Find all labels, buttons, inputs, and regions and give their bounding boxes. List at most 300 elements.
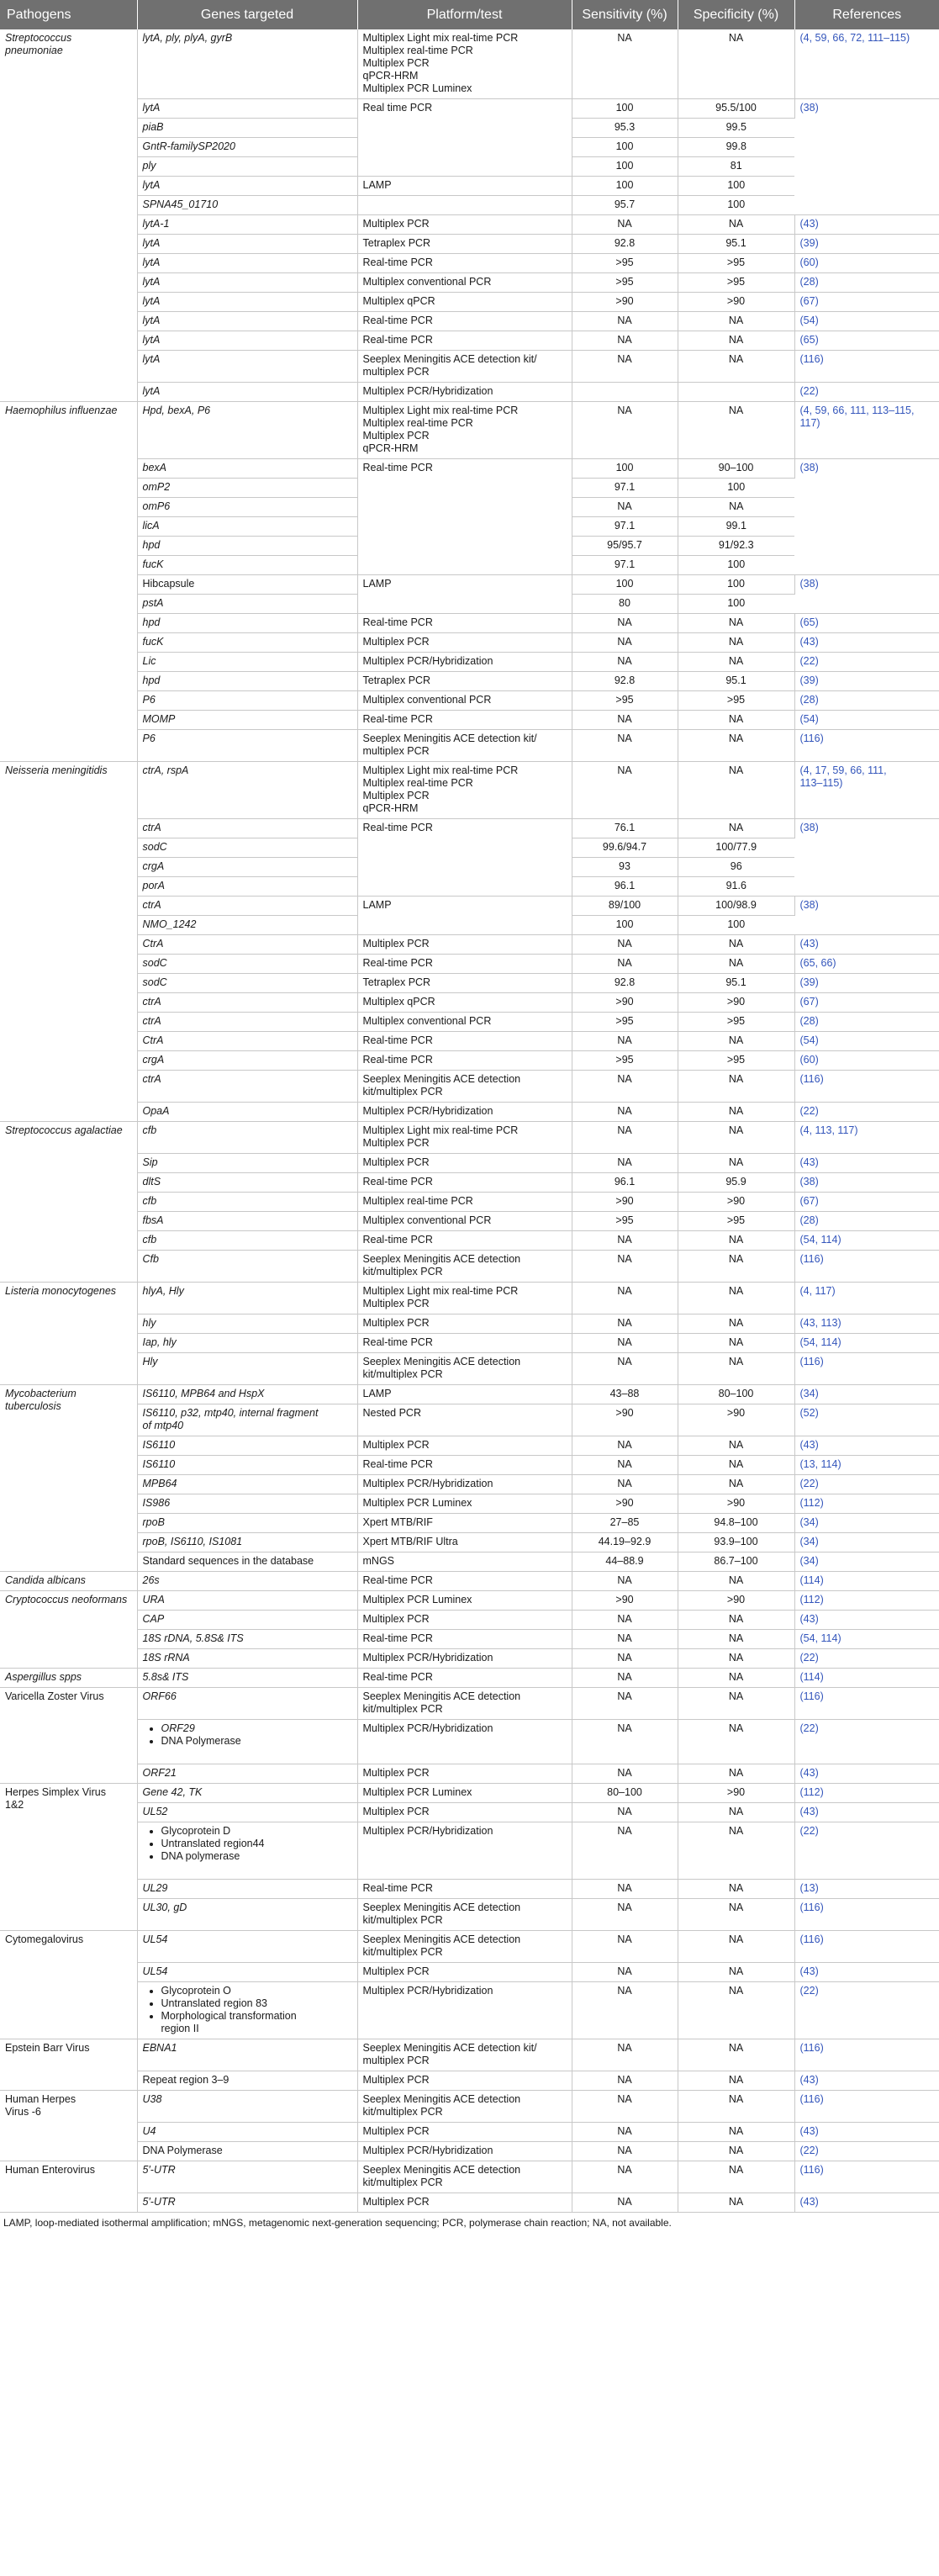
platform-test: Real-time PCR bbox=[357, 1173, 572, 1193]
reference-link[interactable]: (4, 17, 59, 66, 111, 113–115) bbox=[794, 762, 939, 819]
sensitivity-value: NA bbox=[572, 2142, 678, 2161]
sensitivity-value: NA bbox=[572, 1880, 678, 1899]
specificity-value: NA bbox=[678, 1764, 794, 1784]
platform-test: Multiplex PCR Luminex bbox=[357, 1494, 572, 1514]
sensitivity-value: 100 bbox=[572, 99, 678, 119]
reference-link[interactable]: (22) bbox=[794, 1103, 939, 1122]
specificity-value: 100 bbox=[678, 595, 794, 614]
gene-list-item: • Untranslated region 83 bbox=[161, 1997, 352, 2010]
table-row bbox=[0, 293, 939, 312]
reference-link[interactable]: (22) bbox=[794, 1982, 939, 2039]
reference-link[interactable]: (38) bbox=[794, 99, 939, 215]
gene-targeted: Iap, hly bbox=[137, 1334, 357, 1353]
table-row bbox=[0, 672, 939, 691]
table-row bbox=[0, 955, 939, 974]
platform-test: Multiplex conventional PCR bbox=[357, 1212, 572, 1231]
gene-targeted: piaB bbox=[137, 119, 357, 138]
platform-test: Multiplex PCR bbox=[357, 215, 572, 235]
table-footnote: LAMP, loop-mediated isothermal amplification; mNGS, metagenomic next-generation sequencing; PCR, polymerase chain reaction; NA, not available. bbox=[3, 2217, 672, 2229]
table-row bbox=[0, 730, 939, 762]
gene-targeted: UL52 bbox=[137, 1803, 357, 1822]
gene-targeted: ORF21 bbox=[137, 1764, 357, 1784]
gene-targeted: UL54 bbox=[137, 1931, 357, 1963]
reference-link[interactable]: (34) bbox=[794, 1385, 939, 1404]
table-row bbox=[0, 711, 939, 730]
platform-test bbox=[357, 196, 572, 215]
reference-link[interactable]: (39) bbox=[794, 235, 939, 254]
table-row bbox=[0, 1720, 939, 1764]
specificity-value: NA bbox=[678, 1122, 794, 1154]
gene-targeted: Hly bbox=[137, 1353, 357, 1385]
table-row bbox=[0, 351, 939, 383]
gene-targeted: lytA bbox=[137, 293, 357, 312]
gene-targeted bbox=[137, 1982, 357, 2039]
table-row bbox=[0, 1212, 939, 1231]
sensitivity-value: 44.19–92.9 bbox=[572, 1533, 678, 1552]
table-row bbox=[0, 2161, 939, 2193]
table-row bbox=[0, 1514, 939, 1533]
gene-targeted: rpoB bbox=[137, 1514, 357, 1533]
specificity-value: 100/98.9 bbox=[678, 897, 794, 916]
gene-targeted: fucK bbox=[137, 633, 357, 653]
platform-test: Seeplex Meningitis ACE detection kit/ multiplex PCR bbox=[357, 351, 572, 383]
platform-test: Seeplex Meningitis ACE detection kit/multiplex PCR bbox=[357, 1931, 572, 1963]
platform-test: Multiplex PCR/Hybridization bbox=[357, 1103, 572, 1122]
specificity-value: NA bbox=[678, 1931, 794, 1963]
specificity-value: NA bbox=[678, 331, 794, 351]
reference-link[interactable]: (54) bbox=[794, 711, 939, 730]
table-row bbox=[0, 331, 939, 351]
specificity-value: NA bbox=[678, 1649, 794, 1669]
reference-link[interactable]: (38) bbox=[794, 575, 939, 614]
reference-link[interactable]: (28) bbox=[794, 1013, 939, 1032]
gene-targeted: UL29 bbox=[137, 1880, 357, 1899]
gene-targeted: CtrA bbox=[137, 1032, 357, 1051]
specificity-value: NA bbox=[678, 1630, 794, 1649]
sensitivity-value: 76.1 bbox=[572, 819, 678, 838]
gene-targeted: crgA bbox=[137, 1051, 357, 1071]
sensitivity-value: 100 bbox=[572, 916, 678, 935]
sensitivity-value: NA bbox=[572, 1456, 678, 1475]
reference-link[interactable]: (65) bbox=[794, 331, 939, 351]
reference-link[interactable]: (54, 114) bbox=[794, 1231, 939, 1251]
specificity-value: NA bbox=[678, 730, 794, 762]
sensitivity-value: 92.8 bbox=[572, 672, 678, 691]
table-row bbox=[0, 1931, 939, 1963]
specificity-value: NA bbox=[678, 402, 794, 459]
specificity-value: NA bbox=[678, 1283, 794, 1314]
platform-test: Real-time PCR bbox=[357, 1334, 572, 1353]
gene-targeted: EBNA1 bbox=[137, 2039, 357, 2071]
sensitivity-value: NA bbox=[572, 1963, 678, 1982]
specificity-value: NA bbox=[678, 653, 794, 672]
reference-link[interactable]: (54) bbox=[794, 1032, 939, 1051]
sensitivity-value: NA bbox=[572, 1475, 678, 1494]
reference-link[interactable]: (22) bbox=[794, 1649, 939, 1669]
specificity-value: NA bbox=[678, 1880, 794, 1899]
sensitivity-value: NA bbox=[572, 633, 678, 653]
gene-targeted: lytA bbox=[137, 273, 357, 293]
table-row bbox=[0, 29, 939, 99]
reference-link[interactable]: (38) bbox=[794, 897, 939, 935]
gene-targeted: GntR-familySP2020 bbox=[137, 138, 357, 157]
platform-test: Tetraplex PCR bbox=[357, 974, 572, 993]
table-row bbox=[0, 1630, 939, 1649]
specificity-value: NA bbox=[678, 29, 794, 99]
specificity-value: NA bbox=[678, 351, 794, 383]
pathogen-name: Candida albicans bbox=[0, 1572, 137, 1591]
reference-link[interactable]: (114) bbox=[794, 1572, 939, 1591]
gene-targeted: U38 bbox=[137, 2091, 357, 2123]
gene-targeted: hpd bbox=[137, 537, 357, 556]
reference-link[interactable]: (38) bbox=[794, 819, 939, 897]
reference-link[interactable]: (54, 114) bbox=[794, 1630, 939, 1649]
table-row bbox=[0, 1385, 939, 1404]
reference-link[interactable]: (116) bbox=[794, 1931, 939, 1963]
reference-link[interactable]: (38) bbox=[794, 459, 939, 575]
reference-link[interactable]: (22) bbox=[794, 1720, 939, 1764]
sensitivity-value: NA bbox=[572, 1669, 678, 1688]
gene-list-item: • DNA Polymerase bbox=[161, 1735, 352, 1748]
table-row bbox=[0, 1283, 939, 1314]
platform-test: Real-time PCR bbox=[357, 331, 572, 351]
reference-link[interactable]: (13, 114) bbox=[794, 1456, 939, 1475]
specificity-value: NA bbox=[678, 1071, 794, 1103]
gene-targeted: UL54 bbox=[137, 1963, 357, 1982]
reference-link[interactable]: (43) bbox=[794, 215, 939, 235]
platform-test: Multiplex PCR/Hybridization bbox=[357, 653, 572, 672]
sensitivity-value: 97.1 bbox=[572, 517, 678, 537]
reference-link[interactable]: (60) bbox=[794, 254, 939, 273]
gene-targeted: UL30, gD bbox=[137, 1899, 357, 1931]
pathogen-name: Haemophilus influenzae bbox=[0, 402, 137, 762]
sensitivity-value: NA bbox=[572, 653, 678, 672]
reference-link[interactable]: (43) bbox=[794, 2071, 939, 2091]
specificity-value: NA bbox=[678, 2161, 794, 2193]
platform-test: Seeplex Meningitis ACE detection kit/multiplex PCR bbox=[357, 1688, 572, 1720]
reference-link[interactable]: (34) bbox=[794, 1552, 939, 1572]
specificity-value: 90–100 bbox=[678, 459, 794, 479]
gene-targeted: hpd bbox=[137, 672, 357, 691]
table-row bbox=[0, 1552, 939, 1572]
reference-link[interactable]: (13) bbox=[794, 1880, 939, 1899]
platform-test: LAMP bbox=[357, 575, 572, 614]
platform-test: Real-time PCR bbox=[357, 1630, 572, 1649]
gene-targeted: 18S rRNA bbox=[137, 1649, 357, 1669]
reference-link[interactable]: (34) bbox=[794, 1514, 939, 1533]
reference-link[interactable]: (43, 113) bbox=[794, 1314, 939, 1334]
platform-test: Multiplex Light mix real-time PCR Multiplex PCR bbox=[357, 1122, 572, 1154]
reference-link[interactable]: (67) bbox=[794, 293, 939, 312]
reference-link[interactable]: (43) bbox=[794, 1963, 939, 1982]
sensitivity-value: >95 bbox=[572, 254, 678, 273]
gene-targeted: cfb bbox=[137, 1193, 357, 1212]
reference-link[interactable]: (112) bbox=[794, 1591, 939, 1611]
reference-link[interactable]: (43) bbox=[794, 1436, 939, 1456]
gene-targeted: 5.8s& ITS bbox=[137, 1669, 357, 1688]
specificity-value: 86.7–100 bbox=[678, 1552, 794, 1572]
table-row bbox=[0, 1154, 939, 1173]
sensitivity-value: 92.8 bbox=[572, 974, 678, 993]
specificity-value: NA bbox=[678, 1899, 794, 1931]
gene-targeted: DNA Polymerase bbox=[137, 2142, 357, 2161]
reference-link[interactable]: (4, 117) bbox=[794, 1283, 939, 1314]
specificity-value: NA bbox=[678, 1572, 794, 1591]
reference-link[interactable]: (43) bbox=[794, 935, 939, 955]
table-row bbox=[0, 1963, 939, 1982]
specificity-value: NA bbox=[678, 935, 794, 955]
table-row bbox=[0, 1231, 939, 1251]
pathogen-name: Cytomegalovirus bbox=[0, 1931, 137, 2039]
platform-test: Tetraplex PCR bbox=[357, 235, 572, 254]
sensitivity-value: >90 bbox=[572, 1404, 678, 1436]
pathogen-name: Listeria monocytogenes bbox=[0, 1283, 137, 1385]
platform-test: Multiplex PCR bbox=[357, 1611, 572, 1630]
reference-link[interactable]: (43) bbox=[794, 1803, 939, 1822]
reference-link[interactable]: (22) bbox=[794, 1475, 939, 1494]
reference-link[interactable]: (116) bbox=[794, 2039, 939, 2071]
reference-link[interactable]: (39) bbox=[794, 672, 939, 691]
table-row bbox=[0, 2142, 939, 2161]
gene-targeted: U4 bbox=[137, 2123, 357, 2142]
table-row bbox=[0, 1475, 939, 1494]
specificity-value: 99.1 bbox=[678, 517, 794, 537]
reference-link[interactable]: (54) bbox=[794, 312, 939, 331]
reference-link[interactable]: (28) bbox=[794, 1212, 939, 1231]
sensitivity-value: 100 bbox=[572, 459, 678, 479]
pathogen-name: Epstein Barr Virus bbox=[0, 2039, 137, 2091]
reference-link[interactable]: (112) bbox=[794, 1784, 939, 1803]
platform-test: Multiplex PCR bbox=[357, 2123, 572, 2142]
gene-targeted: Standard sequences in the database bbox=[137, 1552, 357, 1572]
platform-test: Multiplex PCR bbox=[357, 1154, 572, 1173]
gene-targeted: Gene 42, TK bbox=[137, 1784, 357, 1803]
specificity-value: 95.1 bbox=[678, 672, 794, 691]
reference-link[interactable]: (116) bbox=[794, 730, 939, 762]
table-row bbox=[0, 383, 939, 402]
sensitivity-value: NA bbox=[572, 1899, 678, 1931]
platform-test: Real-time PCR bbox=[357, 711, 572, 730]
pathogen-name: Human Herpes Virus -6 bbox=[0, 2091, 137, 2161]
reference-link[interactable]: (34) bbox=[794, 1533, 939, 1552]
gene-targeted: sodC bbox=[137, 955, 357, 974]
reference-link[interactable]: (116) bbox=[794, 1251, 939, 1283]
sensitivity-value: 100 bbox=[572, 575, 678, 595]
reference-link[interactable]: (43) bbox=[794, 1611, 939, 1630]
sensitivity-value: NA bbox=[572, 1314, 678, 1334]
table-row bbox=[0, 1013, 939, 1032]
specificity-value: 95.1 bbox=[678, 235, 794, 254]
sensitivity-value: NA bbox=[572, 2071, 678, 2091]
sensitivity-value: 93 bbox=[572, 858, 678, 877]
reference-link[interactable]: (22) bbox=[794, 2142, 939, 2161]
platform-test: Multiplex PCR/Hybridization bbox=[357, 2142, 572, 2161]
specificity-value: NA bbox=[678, 312, 794, 331]
gene-targeted: hpd bbox=[137, 614, 357, 633]
gene-targeted: sodC bbox=[137, 838, 357, 858]
reference-link[interactable]: (116) bbox=[794, 1688, 939, 1720]
sensitivity-value: 99.6/94.7 bbox=[572, 838, 678, 858]
reference-link[interactable]: (52) bbox=[794, 1404, 939, 1436]
reference-link[interactable]: (28) bbox=[794, 691, 939, 711]
specificity-value: NA bbox=[678, 2123, 794, 2142]
table-row bbox=[0, 762, 939, 819]
specificity-value: NA bbox=[678, 1353, 794, 1385]
gene-targeted: 26s bbox=[137, 1572, 357, 1591]
specificity-value: NA bbox=[678, 1231, 794, 1251]
table-row bbox=[0, 1103, 939, 1122]
table-row bbox=[0, 1611, 939, 1630]
platform-test: Multiplex PCR bbox=[357, 1436, 572, 1456]
platform-test: Seeplex Meningitis ACE detection kit/multiplex PCR bbox=[357, 1251, 572, 1283]
specificity-value: 93.9–100 bbox=[678, 1533, 794, 1552]
table-row bbox=[0, 1982, 939, 2039]
platform-test: LAMP bbox=[357, 1385, 572, 1404]
table-row bbox=[0, 819, 939, 838]
reference-link[interactable]: (65, 66) bbox=[794, 955, 939, 974]
sensitivity-value: >95 bbox=[572, 1013, 678, 1032]
sensitivity-value: NA bbox=[572, 1071, 678, 1103]
reference-link[interactable]: (116) bbox=[794, 1071, 939, 1103]
table-row bbox=[0, 653, 939, 672]
gene-targeted: cfb bbox=[137, 1122, 357, 1154]
sensitivity-value: NA bbox=[572, 29, 678, 99]
gene-targeted: fucK bbox=[137, 556, 357, 575]
table-row bbox=[0, 1688, 939, 1720]
header-platform-test: Platform/test bbox=[357, 0, 572, 29]
header-pathogens: Pathogens bbox=[0, 0, 137, 29]
platform-test: Multiplex PCR bbox=[357, 1963, 572, 1982]
reference-link[interactable]: (43) bbox=[794, 2123, 939, 2142]
reference-link[interactable]: (28) bbox=[794, 273, 939, 293]
platform-test: Multiplex conventional PCR bbox=[357, 691, 572, 711]
platform-test: LAMP bbox=[357, 897, 572, 935]
gene-targeted: ctrA bbox=[137, 1071, 357, 1103]
gene-targeted: 5′-UTR bbox=[137, 2161, 357, 2193]
reference-link[interactable]: (116) bbox=[794, 1899, 939, 1931]
specificity-value: NA bbox=[678, 1032, 794, 1051]
table-row bbox=[0, 1353, 939, 1385]
table-row bbox=[0, 1193, 939, 1212]
reference-link[interactable]: (116) bbox=[794, 2091, 939, 2123]
platform-test: Multiplex real-time PCR bbox=[357, 1193, 572, 1212]
reference-link[interactable]: (43) bbox=[794, 1154, 939, 1173]
reference-link[interactable]: (112) bbox=[794, 1494, 939, 1514]
table-row bbox=[0, 1784, 939, 1803]
gene-list-item: • DNA polymerase bbox=[161, 1850, 352, 1863]
reference-link[interactable]: (4, 59, 66, 111, 113–115, 117) bbox=[794, 402, 939, 459]
gene-targeted: lytA bbox=[137, 383, 357, 402]
platform-test: Xpert MTB/RIF bbox=[357, 1514, 572, 1533]
sensitivity-value: NA bbox=[572, 331, 678, 351]
reference-link[interactable]: (116) bbox=[794, 1353, 939, 1385]
header-genes-targeted: Genes targeted bbox=[137, 0, 357, 29]
sensitivity-value: NA bbox=[572, 1283, 678, 1314]
reference-link[interactable]: (43) bbox=[794, 633, 939, 653]
table-row bbox=[0, 614, 939, 633]
specificity-value: 100 bbox=[678, 196, 794, 215]
specificity-value: 95.1 bbox=[678, 974, 794, 993]
reference-link[interactable]: (114) bbox=[794, 1669, 939, 1688]
reference-link[interactable]: (4, 59, 66, 72, 111–115) bbox=[794, 29, 939, 99]
platform-test: Real-time PCR bbox=[357, 955, 572, 974]
specificity-value: >90 bbox=[678, 1591, 794, 1611]
specificity-value: NA bbox=[678, 498, 794, 517]
table-row bbox=[0, 1669, 939, 1688]
reference-link[interactable]: (116) bbox=[794, 2161, 939, 2193]
platform-test: Multiplex Light mix real-time PCR Multiplex real-time PCR Multiplex PCR qPCR-HRM bbox=[357, 402, 572, 459]
reference-link[interactable]: (65) bbox=[794, 614, 939, 633]
sensitivity-value: NA bbox=[572, 1572, 678, 1591]
sensitivity-value: 44–88.9 bbox=[572, 1552, 678, 1572]
specificity-value: NA bbox=[678, 2071, 794, 2091]
sensitivity-value: >95 bbox=[572, 1051, 678, 1071]
sensitivity-value: >95 bbox=[572, 1212, 678, 1231]
gene-targeted: IS6110, p32, mtp40, internal fragment of mtp40 bbox=[137, 1404, 357, 1436]
reference-link[interactable]: (116) bbox=[794, 351, 939, 383]
table-row bbox=[0, 691, 939, 711]
reference-link[interactable]: (22) bbox=[794, 653, 939, 672]
specificity-value: >95 bbox=[678, 1013, 794, 1032]
specificity-value: NA bbox=[678, 1611, 794, 1630]
platform-test: Multiplex qPCR bbox=[357, 993, 572, 1013]
reference-link[interactable]: (39) bbox=[794, 974, 939, 993]
gene-targeted: omP2 bbox=[137, 479, 357, 498]
gene-targeted: ctrA bbox=[137, 819, 357, 838]
sensitivity-value: NA bbox=[572, 1688, 678, 1720]
reference-link[interactable]: (60) bbox=[794, 1051, 939, 1071]
sensitivity-value: NA bbox=[572, 1251, 678, 1283]
specificity-value: 99.5 bbox=[678, 119, 794, 138]
sensitivity-value: 43–88 bbox=[572, 1385, 678, 1404]
reference-link[interactable]: (67) bbox=[794, 1193, 939, 1212]
reference-link[interactable]: (67) bbox=[794, 993, 939, 1013]
sensitivity-value: NA bbox=[572, 312, 678, 331]
reference-link[interactable]: (22) bbox=[794, 383, 939, 402]
pathogen-name: Herpes Simplex Virus 1&2 bbox=[0, 1784, 137, 1931]
platform-test: Xpert MTB/RIF Ultra bbox=[357, 1533, 572, 1552]
reference-link[interactable]: (43) bbox=[794, 2193, 939, 2213]
table-row bbox=[0, 2039, 939, 2071]
reference-link[interactable]: (4, 113, 117) bbox=[794, 1122, 939, 1154]
sensitivity-value: NA bbox=[572, 1353, 678, 1385]
gene-targeted: NMO_1242 bbox=[137, 916, 357, 935]
gene-targeted: lytA bbox=[137, 235, 357, 254]
sensitivity-value: NA bbox=[572, 762, 678, 819]
reference-link[interactable]: (54, 114) bbox=[794, 1334, 939, 1353]
platform-test: mNGS bbox=[357, 1552, 572, 1572]
reference-link[interactable]: (38) bbox=[794, 1173, 939, 1193]
platform-test: Multiplex PCR bbox=[357, 1314, 572, 1334]
platform-test: Multiplex PCR bbox=[357, 1764, 572, 1784]
specificity-value: NA bbox=[678, 711, 794, 730]
platform-test: Seeplex Meningitis ACE detection kit/ multiplex PCR bbox=[357, 730, 572, 762]
gene-targeted: lytA bbox=[137, 331, 357, 351]
platform-test: Multiplex PCR/Hybridization bbox=[357, 1720, 572, 1764]
reference-link[interactable]: (43) bbox=[794, 1764, 939, 1784]
sensitivity-value: NA bbox=[572, 1611, 678, 1630]
specificity-value: NA bbox=[678, 1334, 794, 1353]
specificity-value: NA bbox=[678, 2091, 794, 2123]
sensitivity-value: NA bbox=[572, 1334, 678, 1353]
reference-link[interactable]: (22) bbox=[794, 1822, 939, 1880]
platform-test: Seeplex Meningitis ACE detection kit/multiplex PCR bbox=[357, 1899, 572, 1931]
table-row bbox=[0, 1122, 939, 1154]
platform-test: Multiplex conventional PCR bbox=[357, 273, 572, 293]
platform-test: Multiplex Light mix real-time PCR Multiplex real-time PCR Multiplex PCR qPCR-HRM Multiplex PCR Luminex bbox=[357, 29, 572, 99]
platform-test: Multiplex Light mix real-time PCR Multiplex real-time PCR Multiplex PCR qPCR-HRM bbox=[357, 762, 572, 819]
sensitivity-value: 92.8 bbox=[572, 235, 678, 254]
